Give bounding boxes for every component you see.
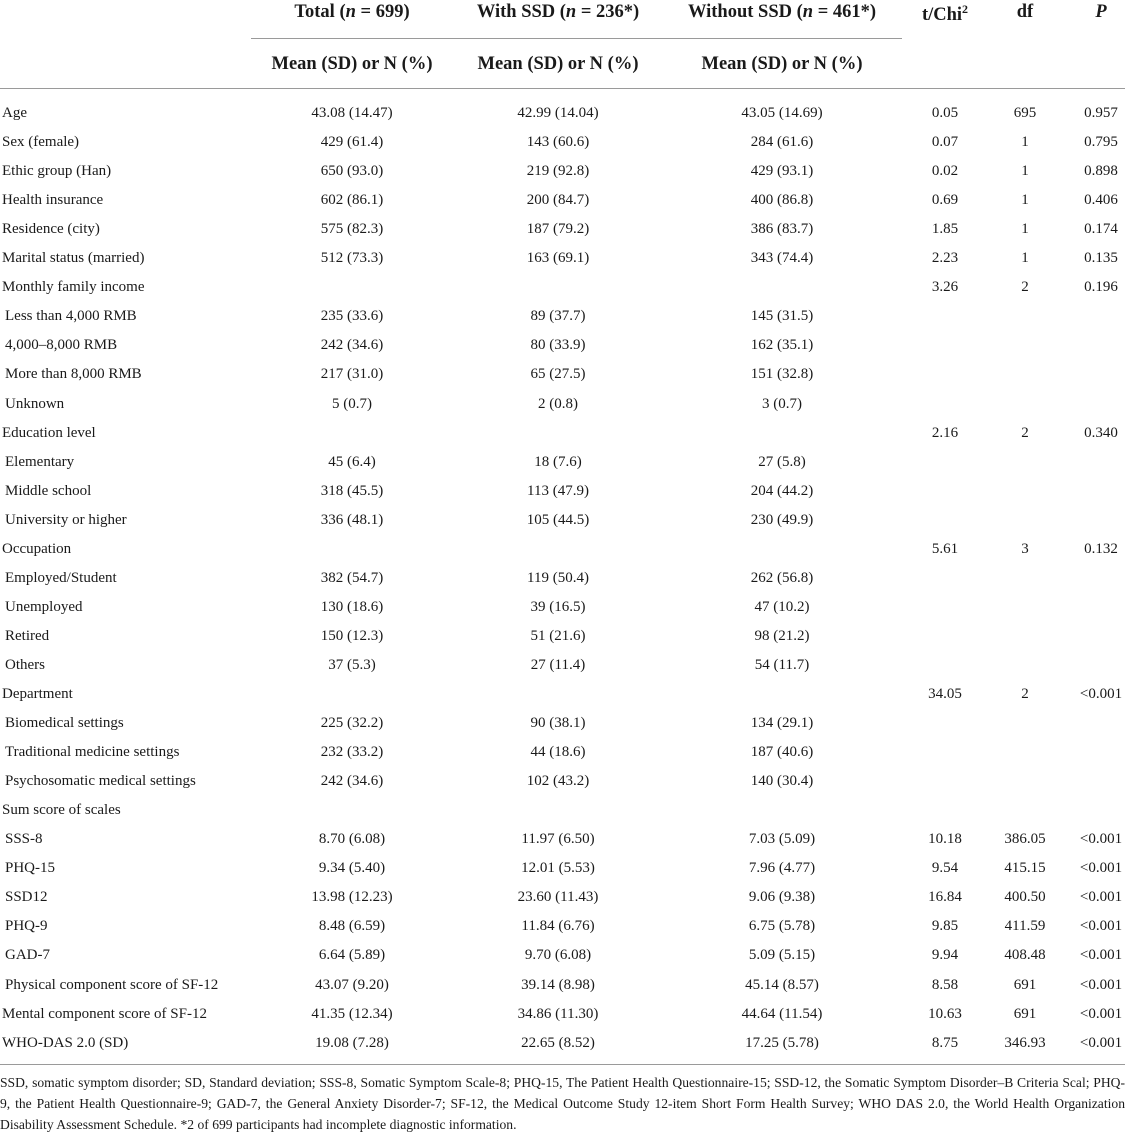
df-cell: 411.59: [1004, 918, 1046, 935]
without-ssd-cell: 386 (83.7): [750, 221, 814, 238]
without-ssd-cell: 400 (86.8): [750, 192, 814, 209]
header-df: df: [1016, 2, 1034, 22]
row-label: More than 8,000 RMB: [5, 366, 142, 383]
header-bottom-rule: [0, 88, 1125, 89]
p-value-cell: <0.001: [1079, 947, 1123, 964]
total-cell: 6.64 (5.89): [318, 947, 386, 964]
t-chi-cell: 5.61: [931, 540, 959, 557]
row-label: Retired: [5, 627, 50, 644]
row-label: Unemployed: [5, 598, 83, 615]
without-ssd-cell: 151 (32.8): [750, 366, 814, 383]
total-cell: 512 (73.3): [320, 250, 384, 267]
row-label: Age: [2, 105, 27, 121]
without-ssd-cell: 7.03 (5.09): [748, 831, 816, 848]
df-cell: 400.50: [1004, 889, 1046, 906]
p-value-cell: <0.001: [1079, 1005, 1123, 1022]
df-cell: 2: [1021, 279, 1029, 296]
total-cell: 382 (54.7): [320, 569, 384, 586]
without-ssd-cell: 27 (5.8): [758, 453, 806, 470]
total-cell: 217 (31.0): [320, 366, 384, 383]
table-row: [0, 477, 1125, 506]
with-ssd-cell: 89 (37.7): [530, 308, 586, 325]
p-value-cell: 0.957: [1084, 105, 1118, 121]
with-ssd-cell: 44 (18.6): [530, 744, 586, 761]
without-ssd-cell: 162 (35.1): [750, 337, 814, 354]
p-value-cell: 0.132: [1084, 540, 1118, 557]
table-row: [0, 302, 1125, 331]
table-row: [0, 883, 1125, 912]
with-ssd-cell: 51 (21.6): [530, 627, 586, 644]
header-p: P: [1095, 2, 1107, 22]
total-cell: 8.48 (6.59): [318, 918, 386, 935]
total-cell: 130 (18.6): [320, 598, 384, 615]
with-ssd-cell: 80 (33.9): [530, 337, 586, 354]
with-ssd-cell: 39.14 (8.98): [521, 976, 595, 993]
t-chi-cell: 2.16: [931, 424, 959, 441]
row-label: Monthly family income: [2, 279, 145, 296]
header-with-ssd: With SSD (n = 236*): [476, 2, 640, 22]
table-row: [0, 796, 1125, 825]
with-ssd-cell: 23.60 (11.43): [517, 889, 599, 906]
with-ssd-cell: 102 (43.2): [526, 773, 590, 790]
with-ssd-cell: 34.86 (11.30): [517, 1005, 599, 1022]
t-chi-cell: 10.63: [928, 1005, 962, 1022]
with-ssd-cell: 27 (11.4): [530, 656, 586, 673]
df-cell: 3: [1021, 540, 1029, 557]
total-cell: 242 (34.6): [320, 337, 384, 354]
df-cell: 408.48: [1004, 947, 1046, 964]
with-ssd-cell: 39 (16.5): [530, 598, 586, 615]
without-ssd-cell: 134 (29.1): [750, 715, 814, 732]
p-value-cell: 0.196: [1084, 279, 1118, 296]
p-value-cell: <0.001: [1079, 831, 1123, 848]
without-ssd-cell: 43.05 (14.69): [741, 105, 823, 121]
row-label: Biomedical settings: [5, 715, 124, 732]
t-chi-cell: 16.84: [928, 889, 962, 906]
t-chi-cell: 34.05: [928, 686, 962, 702]
row-label: Traditional medicine settings: [5, 744, 180, 761]
table-row: [0, 709, 1125, 738]
table-row: [0, 941, 1125, 970]
with-ssd-cell: 12.01 (5.53): [521, 860, 595, 877]
table-row: [0, 680, 1125, 709]
table-row: [0, 1000, 1125, 1029]
total-cell: 19.08 (7.28): [315, 1034, 389, 1051]
total-cell: 43.08 (14.47): [311, 105, 393, 121]
total-cell: 232 (33.2): [320, 744, 384, 761]
without-ssd-cell: 6.75 (5.78): [748, 918, 816, 935]
table-row: [0, 128, 1125, 157]
table-row: [0, 825, 1125, 854]
p-value-cell: 0.135: [1084, 250, 1118, 267]
subheader-with-ssd: Mean (SD) or N (%): [477, 54, 639, 74]
total-cell: 318 (45.5): [320, 482, 384, 499]
total-cell: 650 (93.0): [320, 163, 384, 180]
with-ssd-cell: 42.99 (14.04): [517, 105, 599, 121]
p-value-cell: 0.340: [1084, 424, 1118, 441]
row-label: Employed/Student: [5, 569, 117, 586]
with-ssd-cell: 18 (7.6): [534, 453, 582, 470]
table-row: [0, 273, 1125, 302]
table-row: [0, 99, 1125, 128]
without-ssd-cell: 45.14 (8.57): [745, 976, 819, 993]
without-ssd-cell: 429 (93.1): [750, 163, 814, 180]
row-label: SSS-8: [5, 831, 43, 848]
table-row: [0, 448, 1125, 477]
without-ssd-cell: 17.25 (5.78): [745, 1034, 819, 1051]
table-row: [0, 157, 1125, 186]
without-ssd-cell: 5.09 (5.15): [748, 947, 816, 964]
table-row: [0, 651, 1125, 680]
total-cell: 41.35 (12.34): [311, 1005, 393, 1022]
total-cell: 5 (0.7): [332, 395, 372, 412]
with-ssd-cell: 143 (60.6): [526, 134, 590, 151]
with-ssd-cell: 2 (0.8): [538, 395, 578, 412]
row-label: Health insurance: [2, 192, 104, 209]
df-cell: 386.05: [1004, 831, 1046, 848]
with-ssd-cell: 187 (79.2): [526, 221, 590, 238]
t-chi-cell: 0.69: [931, 192, 959, 209]
table-row: [0, 854, 1125, 883]
without-ssd-cell: 187 (40.6): [750, 744, 814, 761]
row-label: Residence (city): [2, 221, 100, 238]
row-label: Education level: [2, 424, 96, 441]
table-row: [0, 390, 1125, 419]
p-value-cell: <0.001: [1079, 889, 1123, 906]
with-ssd-cell: 11.84 (6.76): [521, 918, 595, 935]
row-label: Occupation: [2, 540, 72, 557]
total-cell: 45 (6.4): [328, 453, 376, 470]
row-label: Sex (female): [2, 134, 80, 151]
t-chi-cell: 9.85: [931, 918, 959, 935]
table-row: [0, 767, 1125, 796]
without-ssd-cell: 47 (10.2): [754, 598, 810, 615]
row-label: Middle school: [5, 482, 92, 499]
total-cell: 37 (5.3): [328, 656, 376, 673]
total-cell: 150 (12.3): [320, 627, 384, 644]
p-value-cell: <0.001: [1079, 976, 1123, 993]
header-t-chi-superscript: 2: [962, 2, 969, 16]
df-cell: 691: [1013, 976, 1037, 993]
without-ssd-cell: 262 (56.8): [750, 569, 814, 586]
row-label: Others: [5, 656, 45, 673]
t-chi-cell: 1.85: [931, 221, 959, 238]
df-cell: 1: [1021, 221, 1029, 238]
without-ssd-cell: 7.96 (4.77): [748, 860, 816, 877]
without-ssd-cell: 44.64 (11.54): [741, 1005, 823, 1022]
row-label: Marital status (married): [2, 250, 145, 267]
table-footnote: SSD, somatic symptom disorder; SD, Standard deviation; SSS-8, Somatic Symptom Scale-8; PHQ-15, The Patient Health Questionnaire-15; SSD-12, the Somatic Symptom Disorder–B Criteria Scal; PHQ-9, the Patient Health Questionnaire-9; GAD-7, the General Anxiety Disorder-7; SF-12, the Medical Outcome Study 12-item Short Form Health Survey; WHO DAS 2.0, the World Health Organization Disability Assessment Schedule. *2 of 699 participants had incomplete diagnostic information.: [0, 1075, 1125, 1132]
without-ssd-cell: 9.06 (9.38): [748, 889, 816, 906]
p-value-cell: 0.406: [1084, 192, 1118, 209]
header-total: Total (n = 699): [294, 2, 410, 22]
row-label: SSD12: [5, 889, 48, 906]
table-row: [0, 244, 1125, 273]
df-cell: 1: [1021, 250, 1029, 267]
table-row: [0, 215, 1125, 244]
with-ssd-cell: 105 (44.5): [526, 511, 590, 528]
header-without-ssd: Without SSD (n = 461*): [687, 2, 877, 22]
t-chi-cell: 2.23: [931, 250, 959, 267]
t-chi-cell: 10.18: [928, 831, 962, 848]
t-chi-cell: 9.94: [931, 947, 959, 964]
total-cell: 575 (82.3): [320, 221, 384, 238]
total-cell: 225 (32.2): [320, 715, 384, 732]
df-cell: 1: [1021, 134, 1029, 151]
table-row: [0, 535, 1125, 564]
with-ssd-cell: 119 (50.4): [527, 569, 589, 586]
table-row: [0, 622, 1125, 651]
subheader-without-ssd: Mean (SD) or N (%): [701, 54, 863, 74]
total-cell: 9.34 (5.40): [318, 860, 386, 877]
total-cell: 13.98 (12.23): [311, 889, 393, 906]
row-label: Sum score of scales: [2, 802, 121, 819]
row-label: GAD-7: [5, 947, 50, 964]
with-ssd-cell: 113 (47.9): [527, 482, 589, 499]
table-row: [0, 912, 1125, 941]
total-cell: 242 (34.6): [320, 773, 384, 790]
table-row: [0, 360, 1125, 389]
with-ssd-cell: 200 (84.7): [526, 192, 590, 209]
row-label: Psychosomatic medical settings: [5, 773, 196, 790]
p-value-cell: <0.001: [1079, 918, 1123, 935]
t-chi-cell: 8.75: [931, 1034, 959, 1051]
with-ssd-cell: 65 (27.5): [530, 366, 586, 383]
t-chi-cell: 9.54: [931, 860, 959, 877]
p-value-cell: 0.795: [1084, 134, 1118, 151]
row-label: WHO-DAS 2.0 (SD): [2, 1034, 129, 1051]
total-cell: 235 (33.6): [320, 308, 384, 325]
row-label: University or higher: [5, 511, 127, 528]
t-chi-cell: 0.07: [931, 134, 959, 151]
without-ssd-cell: 54 (11.7): [754, 656, 810, 673]
with-ssd-cell: 9.70 (6.08): [524, 947, 592, 964]
row-label: Unknown: [5, 395, 65, 412]
header-t-chi: t/Chi$^2$: [921, 2, 969, 26]
total-cell: 336 (48.1): [320, 511, 384, 528]
table-row: [0, 331, 1125, 360]
p-value-cell: <0.001: [1079, 1034, 1123, 1051]
t-chi-cell: 3.26: [931, 279, 959, 296]
df-cell: 695: [1013, 105, 1037, 121]
without-ssd-cell: 284 (61.6): [750, 134, 814, 151]
without-ssd-cell: 98 (21.2): [754, 627, 810, 644]
without-ssd-cell: 230 (49.9): [750, 511, 814, 528]
df-cell: 1: [1021, 163, 1029, 180]
total-cell: 429 (61.4): [320, 134, 384, 151]
df-cell: 415.15: [1004, 860, 1046, 877]
t-chi-cell: 0.02: [931, 163, 959, 180]
row-label: Elementary: [5, 453, 75, 470]
p-value-cell: 0.174: [1084, 221, 1118, 238]
subheader-total: Mean (SD) or N (%): [271, 54, 433, 74]
with-ssd-cell: 11.97 (6.50): [521, 831, 595, 848]
without-ssd-cell: 140 (30.4): [750, 773, 814, 790]
df-cell: 346.93: [1004, 1034, 1046, 1051]
table-row: [0, 186, 1125, 215]
with-ssd-cell: 90 (38.1): [530, 715, 586, 732]
without-ssd-cell: 204 (44.2): [750, 482, 814, 499]
with-ssd-cell: 163 (69.1): [526, 250, 590, 267]
table-row: [0, 506, 1125, 535]
df-cell: 2: [1021, 686, 1029, 702]
table-bottom-rule: [0, 1064, 1125, 1065]
table-row: [0, 1029, 1125, 1058]
table-row: [0, 419, 1125, 448]
without-ssd-cell: 145 (31.5): [750, 308, 814, 325]
df-cell: 2: [1021, 424, 1029, 441]
p-value-cell: 0.898: [1084, 163, 1118, 180]
total-cell: 602 (86.1): [320, 192, 384, 209]
without-ssd-cell: 3 (0.7): [762, 395, 802, 412]
t-chi-cell: 8.58: [931, 976, 959, 993]
table-row: [0, 593, 1125, 622]
header-divider: [251, 38, 902, 39]
row-label: Physical component score of SF-12: [5, 976, 219, 993]
row-label: PHQ-15: [5, 860, 56, 877]
without-ssd-cell: 343 (74.4): [750, 250, 814, 267]
table-row: [0, 564, 1125, 593]
df-cell: 691: [1013, 1005, 1037, 1022]
row-label: Less than 4,000 RMB: [5, 308, 137, 325]
t-chi-cell: 0.05: [931, 105, 959, 121]
table-row: [0, 738, 1125, 767]
p-value-cell: <0.001: [1079, 860, 1123, 877]
row-label: Mental component score of SF-12: [2, 1005, 207, 1022]
row-label: Department: [2, 686, 73, 702]
with-ssd-cell: 219 (92.8): [526, 163, 590, 180]
row-label: 4,000–8,000 RMB: [5, 337, 118, 354]
table-row: [0, 971, 1125, 1000]
with-ssd-cell: 22.65 (8.52): [521, 1034, 595, 1051]
total-cell: 43.07 (9.20): [315, 976, 389, 993]
row-label: Ethic group (Han): [2, 163, 112, 180]
df-cell: 1: [1021, 192, 1029, 209]
total-cell: 8.70 (6.08): [318, 831, 386, 848]
p-value-cell: <0.001: [1079, 686, 1123, 702]
row-label: PHQ-9: [5, 918, 48, 935]
